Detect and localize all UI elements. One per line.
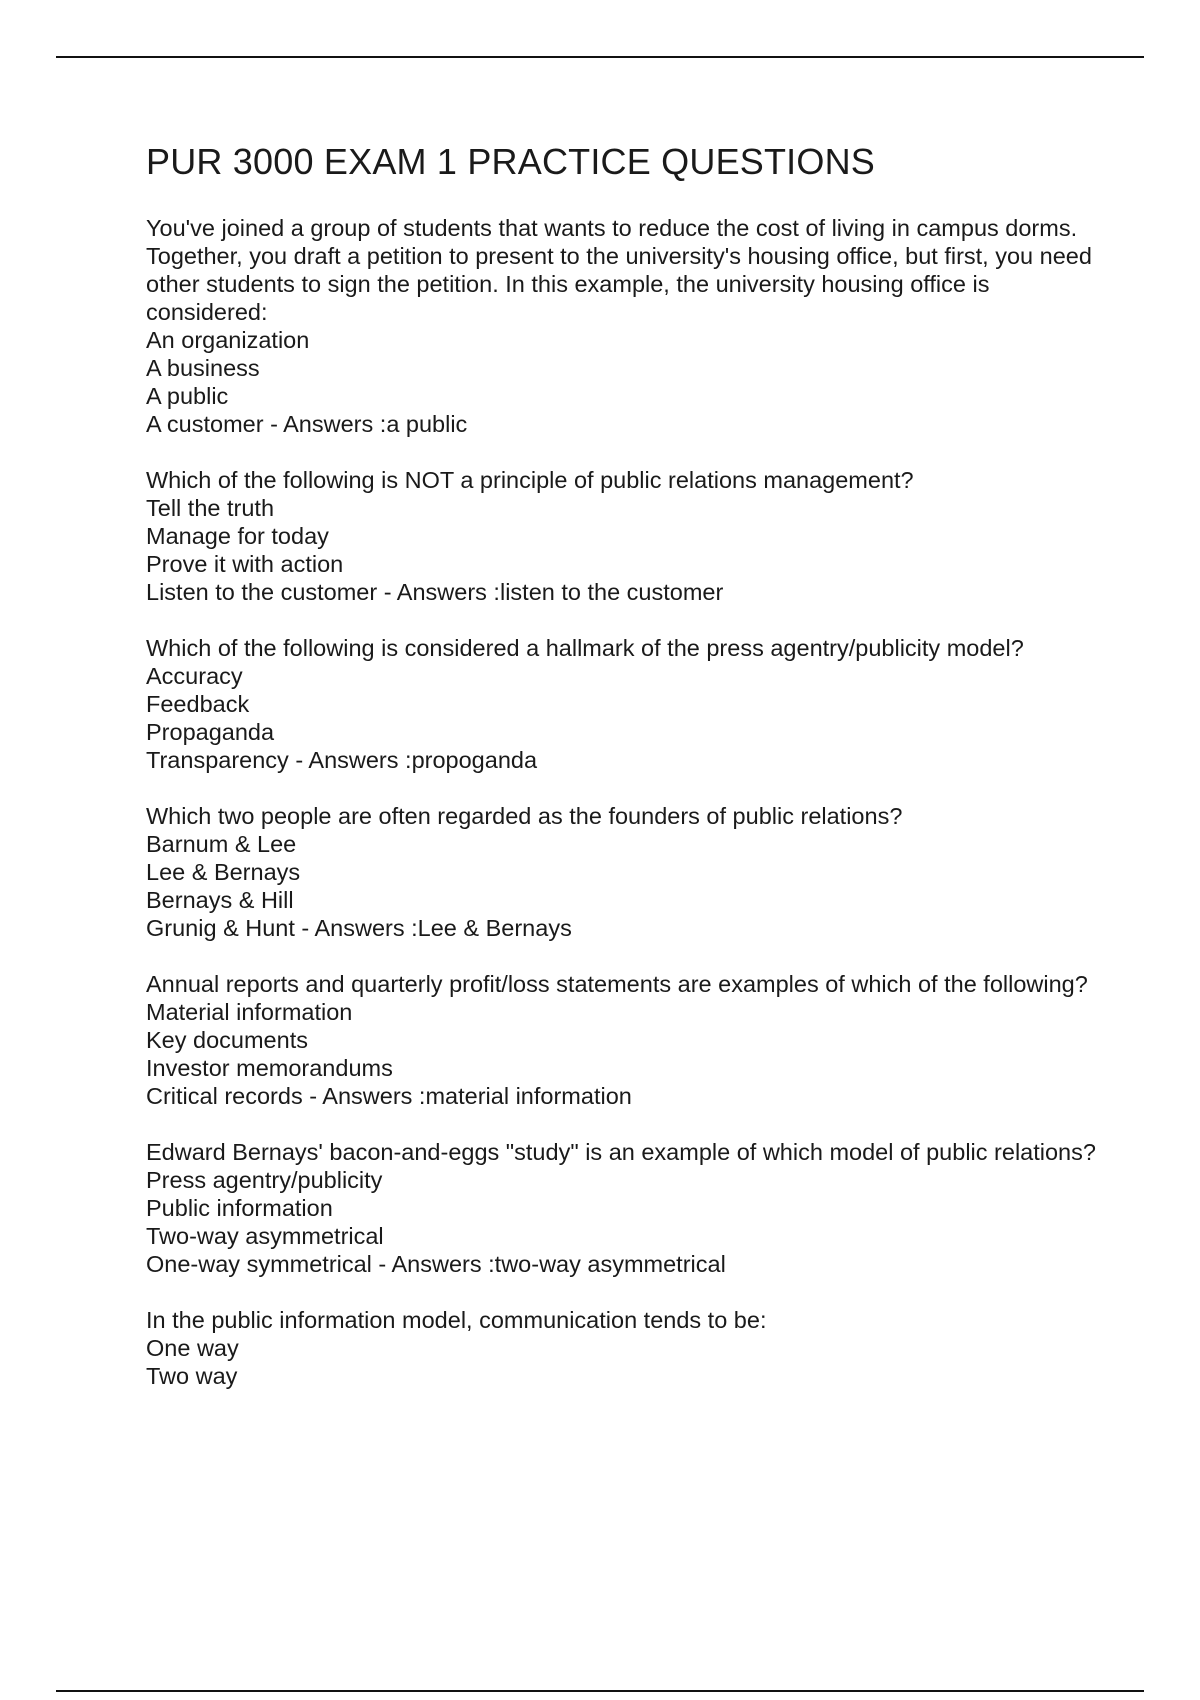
answer-option [146, 998, 1096, 1026]
answer-option-text: Feedback [146, 691, 250, 717]
answer-option-text: A customer [146, 411, 264, 437]
answer-option [146, 830, 1096, 858]
answer-option-text: A public [146, 383, 229, 409]
correct-answer: a public [386, 411, 468, 437]
answer-option [146, 578, 1096, 606]
question-block [146, 1138, 1096, 1278]
answer-option [146, 1026, 1096, 1054]
answer-option [146, 550, 1096, 578]
answer-option [146, 1334, 1096, 1362]
correct-answer: two-way asymmetrical [494, 1251, 726, 1277]
answer-option-text: Critical records [146, 1083, 303, 1109]
answer-option-text: Manage for today [146, 523, 329, 549]
answer-option [146, 690, 1096, 718]
answer-option-text: Propaganda [146, 719, 275, 745]
answer-option-text: Key documents [146, 1027, 308, 1053]
correct-answer: listen to the customer [499, 579, 724, 605]
answer-option [146, 886, 1096, 914]
question-text: Which two people are often regarded as the founders of public relations? [146, 803, 903, 829]
answer-prefix: - Answers : [377, 579, 500, 605]
answer-option-text: Press agentry/publicity [146, 1167, 383, 1193]
question-text: You've joined a group of students that wants to reduce the cost of living in campus dorms. Together, you draft a petition to present to the university's housing office, but first, you need other students to sign the petition. In this example, the university housing office is considered: [146, 215, 1092, 325]
answer-option-text: Transparency [146, 747, 289, 773]
answer-option-text: Bernays & Hill [146, 887, 294, 913]
question-text: Which of the following is considered a hallmark of the press agentry/publicity model? [146, 635, 1024, 661]
answer-option-text: Investor memorandums [146, 1055, 393, 1081]
answer-option-text: One way [146, 1335, 239, 1361]
answer-option [146, 746, 1096, 774]
answer-option-text: One-way symmetrical [146, 1251, 372, 1277]
answer-prefix: - Answers : [288, 747, 412, 773]
bottom-divider [56, 1690, 1144, 1692]
answer-option-text: Accuracy [146, 663, 243, 689]
answer-option [146, 494, 1096, 522]
answer-option [146, 1194, 1096, 1222]
answer-prefix: - Answers : [294, 915, 418, 941]
answer-option [146, 718, 1096, 746]
question-block [146, 214, 1096, 438]
answer-option-text: Lee & Bernays [146, 859, 301, 885]
page-title: PUR 3000 EXAM 1 PRACTICE QUESTIONS [146, 141, 875, 182]
question-block [146, 970, 1096, 1110]
answer-option-text: Listen to the customer [146, 579, 378, 605]
answer-option-text: An organization [146, 327, 310, 353]
question-text: In the public information model, communication tends to be: [146, 1307, 767, 1333]
answer-option [146, 1166, 1096, 1194]
answer-option-text: Tell the truth [146, 495, 275, 521]
question-list [146, 214, 1096, 1390]
answer-option [146, 1054, 1096, 1082]
answer-option [146, 354, 1096, 382]
answer-option-text: Two-way asymmetrical [146, 1223, 384, 1249]
answer-prefix: - Answers : [302, 1083, 426, 1109]
answer-option [146, 1082, 1096, 1110]
answer-option-text: Two way [146, 1363, 238, 1389]
question-block [146, 466, 1096, 606]
answer-option [146, 1222, 1096, 1250]
answer-option [146, 662, 1096, 690]
answer-option [146, 1250, 1096, 1278]
question-block [146, 634, 1096, 774]
correct-answer: propoganda [411, 747, 538, 773]
answer-option [146, 522, 1096, 550]
question-text: Which of the following is NOT a principle of public relations management? [146, 467, 914, 493]
answer-prefix: - Answers : [371, 1251, 495, 1277]
answer-option-text: Prove it with action [146, 551, 344, 577]
answer-option-text: Grunig & Hunt [146, 915, 295, 941]
answer-option [146, 858, 1096, 886]
answer-option-text: Public information [146, 1195, 333, 1221]
answer-prefix: - Answers : [263, 411, 387, 437]
question-text: Annual reports and quarterly profit/loss statements are examples of which of the following? [146, 971, 1088, 997]
document-body [146, 140, 1096, 1418]
answer-option [146, 382, 1096, 410]
answer-option [146, 326, 1096, 354]
top-divider [56, 56, 1144, 58]
answer-option [146, 410, 1096, 438]
question-text: Edward Bernays' bacon-and-eggs "study" is an example of which model of public relations? [146, 1139, 1096, 1165]
answer-option [146, 914, 1096, 942]
question-block [146, 1306, 1096, 1390]
answer-option-text: Barnum & Lee [146, 831, 297, 857]
answer-option-text: Material information [146, 999, 353, 1025]
correct-answer: material information [425, 1083, 632, 1109]
correct-answer: Lee & Bernays [417, 915, 572, 941]
answer-option [146, 1362, 1096, 1390]
answer-option-text: A business [146, 355, 260, 381]
question-block [146, 802, 1096, 942]
